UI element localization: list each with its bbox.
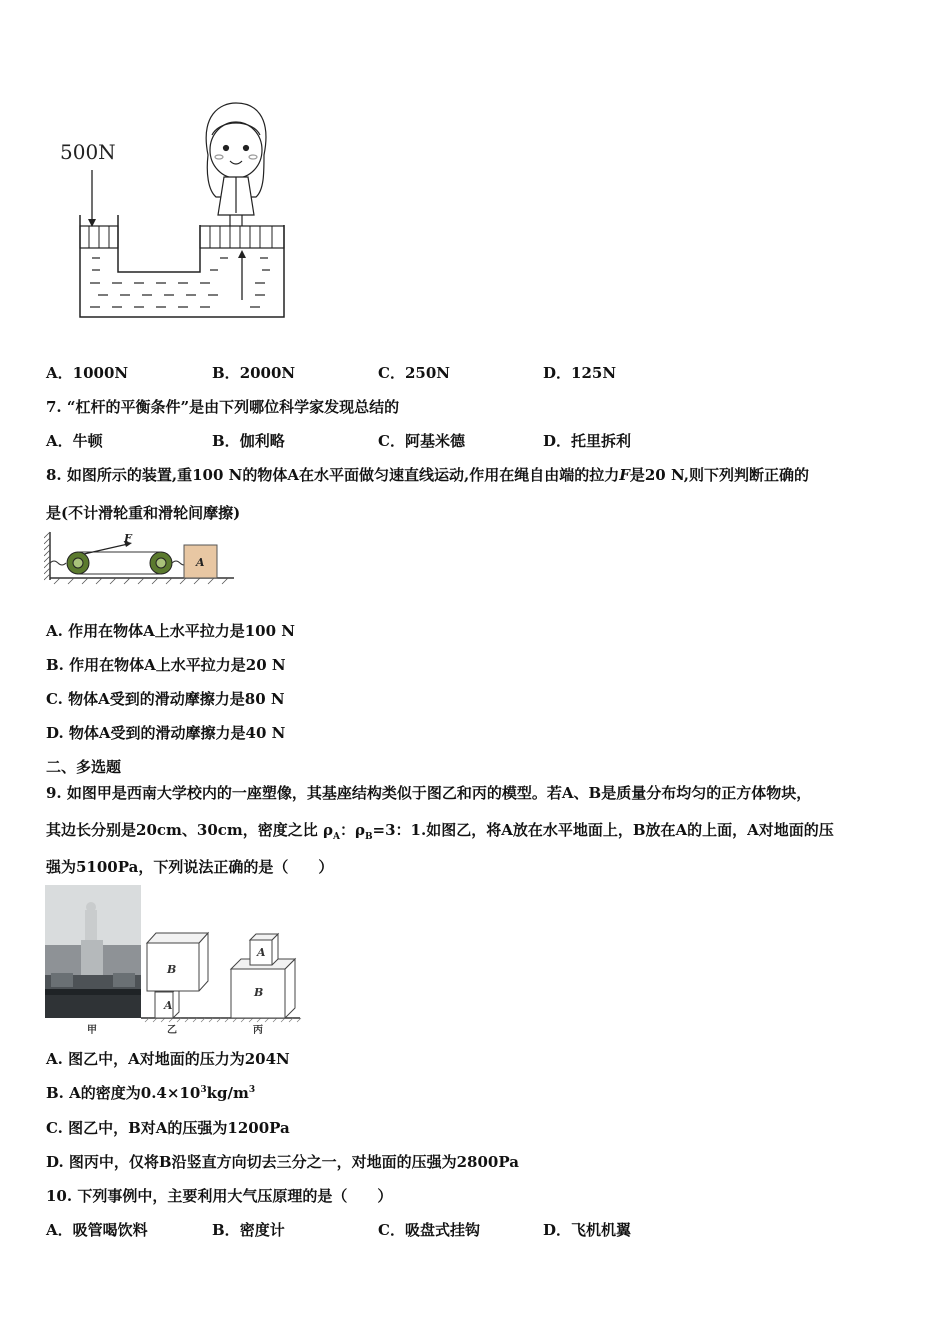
q6-option-b[interactable]: B．2000N bbox=[212, 364, 296, 382]
caption-bing: 丙 bbox=[253, 1025, 263, 1036]
bing-block-b-label: B bbox=[254, 986, 264, 999]
q8-option-c[interactable]: C. 物体A受到的滑动摩擦力是80 N bbox=[46, 690, 285, 708]
block-a-label: A bbox=[196, 556, 205, 569]
q7-option-a[interactable]: A．牛顿 bbox=[46, 432, 103, 450]
q10-option-c[interactable]: C．吸盘式挂钩 bbox=[378, 1221, 480, 1239]
q9-stem-line2: 其边长分别是20cm、30cm，密度之比 $\rho_A$：$\rho_B=3$：1.如图乙，将A放在水平地面上，B放在A的上面，A对地面的压 bbox=[46, 821, 834, 842]
q8-stem-line1: 8. 如图所示的装置,重100 N的物体A在水平面做匀速直线运动,作用在绳自由端的拉力F是20 N,则下列判断正确的 bbox=[46, 466, 809, 484]
caption-yi: 乙 bbox=[167, 1025, 177, 1036]
q6-option-a[interactable]: A．1000N bbox=[46, 364, 129, 382]
hydraulic-press-figure bbox=[50, 95, 300, 330]
girl-illustration bbox=[206, 103, 266, 226]
force-f-label: F bbox=[124, 532, 132, 545]
q9-option-b[interactable]: B. A的密度为$0.4\times 10^3kg/m^3$ bbox=[46, 1084, 256, 1102]
q8-option-a[interactable]: A. 作用在物体A上水平拉力是100 N bbox=[46, 622, 295, 640]
q6-option-d[interactable]: D．125N bbox=[543, 364, 617, 382]
q10-stem: 10. 下列事例中，主要利用大气压原理的是（ ） bbox=[46, 1187, 393, 1205]
q9-option-d[interactable]: D. 图丙中，仅将B沿竖直方向切去三分之一，对地面的压强为2800Pa bbox=[46, 1153, 519, 1171]
q8-option-d[interactable]: D. 物体A受到的滑动摩擦力是40 N bbox=[46, 724, 286, 742]
q8-stem-line2: 是(不计滑轮重和滑轮间摩擦) bbox=[46, 504, 241, 522]
section-title: 二、多选题 bbox=[46, 758, 122, 776]
q9-option-c[interactable]: C. 图乙中，B对A的压强为1200Pa bbox=[46, 1119, 290, 1137]
q9-option-a[interactable]: A. 图乙中，A对地面的压力为204N bbox=[46, 1050, 290, 1068]
pulley-figure bbox=[44, 530, 239, 586]
bing-block-a-label: A bbox=[257, 946, 266, 959]
q9-stem-line1: 9. 如图甲是西南大学校内的一座塑像，其基座结构类似于图乙和丙的模型。若A、B是质量分布均匀的正方体物块， bbox=[46, 784, 812, 802]
statue-photo bbox=[45, 885, 141, 1018]
q9-stem-line3: 强为5100Pa，下列说法正确的是（ ） bbox=[46, 858, 334, 876]
yi-block-a-label: A bbox=[164, 999, 173, 1012]
q7-option-d[interactable]: D．托里拆利 bbox=[543, 432, 632, 450]
caption-jia: 甲 bbox=[87, 1025, 97, 1036]
q8-option-b[interactable]: B. 作用在物体A上水平拉力是20 N bbox=[46, 656, 286, 674]
statue-blocks-figure bbox=[45, 885, 305, 1037]
q7-option-b[interactable]: B．伽利略 bbox=[212, 432, 285, 450]
q7-option-c[interactable]: C．阿基米德 bbox=[378, 432, 465, 450]
q10-option-a[interactable]: A．吸管喝饮料 bbox=[46, 1221, 148, 1239]
yi-block-b-label: B bbox=[167, 963, 177, 976]
q10-option-d[interactable]: D．飞机机翼 bbox=[543, 1221, 632, 1239]
q7-stem: 7. “杠杆的平衡条件”是由下列哪位科学家发现总结的 bbox=[46, 398, 400, 416]
q10-option-b[interactable]: B．密度计 bbox=[212, 1221, 285, 1239]
force-label: 500N bbox=[60, 140, 116, 164]
q6-option-c[interactable]: C．250N bbox=[378, 364, 450, 382]
